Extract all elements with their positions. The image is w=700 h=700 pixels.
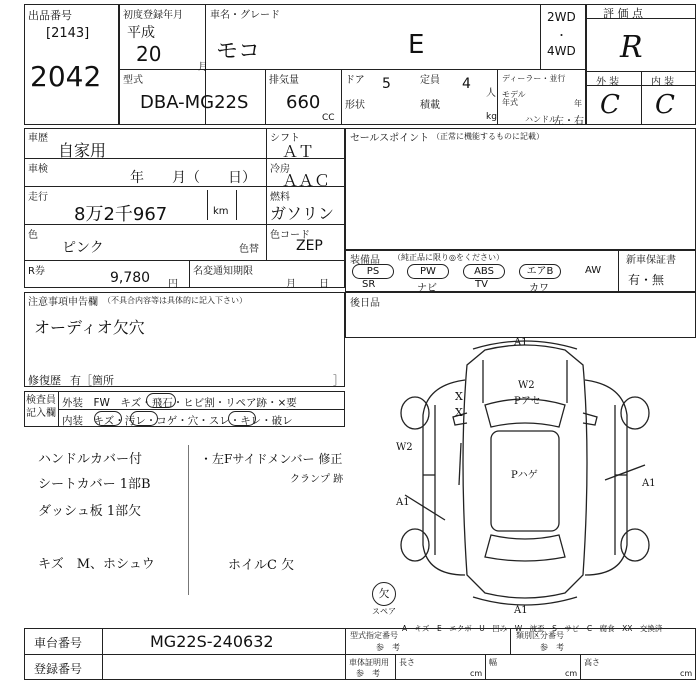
spare-label: スペア [372, 607, 396, 616]
color-code-label: 色コード [270, 230, 310, 241]
equip-navi: ナビ [417, 283, 437, 294]
first-reg-label: 初度登録年月 [123, 10, 183, 21]
mileage-val: 8万2千967 [74, 204, 168, 225]
caution-label: 注意事項申告欄 [28, 297, 98, 308]
lot-sub: [2143] [46, 26, 90, 41]
int-line: 内装 キズ・汚レ・コゲ・穴・スレ・キレ・破レ [62, 415, 293, 427]
lot-number: 2042 [30, 60, 102, 93]
circle-mark-sure [228, 411, 256, 426]
chassis-label: 車台番号 [34, 636, 83, 650]
dealer-label: ディーラー・並行 [502, 74, 566, 83]
mark-x2: X [455, 406, 463, 419]
ext-line: 外装 FW キズ・飛石・ヒビ割・リペア跡・×要 [62, 397, 297, 409]
color-code-val: ZEP [296, 238, 323, 254]
warranty-label: 新車保証書 [626, 255, 676, 266]
mark-a1-left: A1 [396, 497, 410, 508]
recycle-unit: 円 [168, 279, 178, 290]
interior-label: 内 装 [651, 77, 675, 88]
handle-val: 左・右 [554, 116, 584, 127]
mark-a1-front: A1 [514, 337, 528, 348]
width-cm: cm [565, 669, 578, 678]
color-val: ピンク [62, 240, 104, 256]
reg-expire-label: 名変通知期限 [193, 266, 253, 277]
fuel-label: 燃料 [270, 192, 290, 203]
ac-val: ＡＡＣ [282, 171, 331, 190]
note-left-4: キズ M、ホシュウ [38, 557, 155, 572]
equip-leather: カワ [529, 283, 549, 294]
spare-circle [372, 582, 396, 606]
height-label: 高さ [584, 658, 600, 667]
note-right-1: ・左Fサイドメンバー 修正 [200, 452, 343, 466]
door-label: ドア [345, 75, 365, 86]
model-label: 型式 [123, 75, 143, 86]
note-left-2: シートカバー 1部B [38, 477, 151, 492]
equip-airbag: エアB [519, 264, 561, 279]
recycle-val: 9,780 [110, 270, 151, 286]
class-ref: 参 考 [540, 643, 564, 652]
shape-label: 形状 [345, 100, 365, 111]
circle-mark-kizu [94, 411, 122, 426]
seats-label: 定員 [420, 75, 440, 86]
mark-w2-left: W2 [396, 442, 413, 453]
seats: 4 [462, 76, 471, 92]
sales-note: （正常に機能するものに記載） [432, 132, 544, 141]
disp-unit: CC [322, 113, 335, 123]
circle-mark-yogore [130, 411, 158, 426]
doors: 5 [382, 76, 391, 92]
equip-note: （純正品に限り◎をください） [393, 253, 504, 262]
inspection-val: 年 月（ 日） [130, 170, 256, 186]
type-label: 車歴 [28, 133, 48, 144]
chassis-val: MG22S-240632 [150, 632, 274, 651]
repair-close: ］ [333, 374, 344, 387]
reg-month: 月 [286, 279, 296, 290]
height-cm: cm [680, 669, 693, 678]
seats-unit: 人 [486, 88, 496, 99]
equip-tv: TV [475, 279, 488, 290]
designation-label: 型式指定番号 [350, 631, 398, 640]
note-left-1: ハンドルカバー付 [38, 452, 143, 467]
recycle-label: R券 [28, 266, 45, 277]
reg-year: 20 [136, 42, 162, 66]
rear-label: 後日品 [350, 298, 380, 309]
mark-a1-right: A1 [642, 478, 656, 489]
type-val: 自家用 [58, 141, 107, 160]
note-left-3: ダッシュ板 1部欠 [38, 504, 142, 519]
inspection-label: 車検 [28, 164, 48, 175]
car-name: モコ [216, 39, 261, 64]
note-right-3: ホイルC 欠 [228, 558, 295, 573]
width-label: 幅 [489, 658, 497, 667]
name-label: 車名・グレード [210, 10, 280, 21]
mark-w2-hood: W2 [518, 380, 535, 391]
sales-box [345, 128, 696, 250]
lot-label: 出品番号 [28, 9, 72, 22]
equip-pw: PW [407, 264, 449, 279]
interior-score: C [655, 90, 675, 120]
cert-ref: 参 考 [356, 669, 380, 678]
shift-label: シフト [270, 133, 300, 144]
grade: E [408, 30, 425, 60]
caution-note: （不具合内容等は具体的に記入下さい） [103, 296, 247, 305]
warranty-val: 有・無 [628, 273, 665, 287]
color-label: 色 [28, 230, 38, 241]
exterior-score: C [600, 90, 620, 120]
load-label: 積載 [420, 100, 440, 111]
mileage-label: 走行 [28, 192, 48, 203]
score-label: 評 価 点 [603, 7, 643, 20]
circle-mark-ishi [146, 393, 176, 408]
drive-4wd: 4WD [547, 44, 576, 58]
mileage-unit: km [213, 206, 229, 217]
drive-dot: ・ [556, 29, 567, 42]
rear-box [345, 292, 696, 338]
equip-aw: AW [585, 265, 602, 276]
month-unit: 月 [198, 62, 208, 73]
exterior-label: 外 装 [596, 77, 620, 88]
equip-sr: SR [362, 279, 376, 290]
drive-2wd: 2WD [547, 10, 576, 24]
equip-abs: ABS [463, 264, 505, 279]
shift-val: ＡＴ [282, 142, 315, 161]
legend: A－キズ E－エクボ U－凹み W－波歪 S－サビ C－腐食 XX－交換済 [402, 624, 663, 633]
repair-val: 有［箇所 [70, 374, 114, 387]
spare-val: 欠 [378, 587, 390, 600]
caution-val: オーディオ欠穴 [34, 318, 145, 337]
score: R [620, 30, 643, 65]
ac-label: 冷房 [270, 164, 290, 175]
equip-ps: PS [352, 264, 394, 279]
sales-label: セールスポイント [350, 133, 430, 144]
disp: 660 [286, 92, 321, 113]
designation-ref: 参 考 [376, 643, 400, 652]
mark-p-hood: Pアセ [514, 396, 541, 407]
load-unit: kg [486, 112, 497, 122]
cert-label: 車体証明用 [349, 658, 389, 667]
fuel-val: ガソリン [270, 204, 335, 223]
mark-p-roof: Pハゲ [511, 470, 538, 481]
length-label: 長さ [399, 658, 415, 667]
reg-number-label: 登録番号 [34, 662, 83, 676]
class-label: 類別区分番号 [516, 631, 564, 640]
handle-label: ハンドル [525, 115, 557, 124]
repaint-label: 色替 [239, 244, 259, 255]
era: 平成 [127, 25, 155, 41]
inspector-label: 検査員記入欄 [26, 395, 56, 419]
mark-a1-rear: A1 [514, 605, 528, 616]
mark-x1: X [455, 390, 463, 403]
reg-day: 日 [319, 279, 329, 290]
length-cm: cm [470, 669, 483, 678]
note-right-2: クランプ 跡 [290, 474, 344, 485]
model-year-label: モデル年式 [502, 90, 526, 107]
disp-label: 排気量 [269, 75, 299, 86]
year-unit: 年 [574, 99, 582, 108]
repair-label: 修復歴 [28, 374, 61, 387]
model: DBA-MG22S [140, 92, 249, 113]
equip-label: 装備品 [350, 255, 380, 266]
